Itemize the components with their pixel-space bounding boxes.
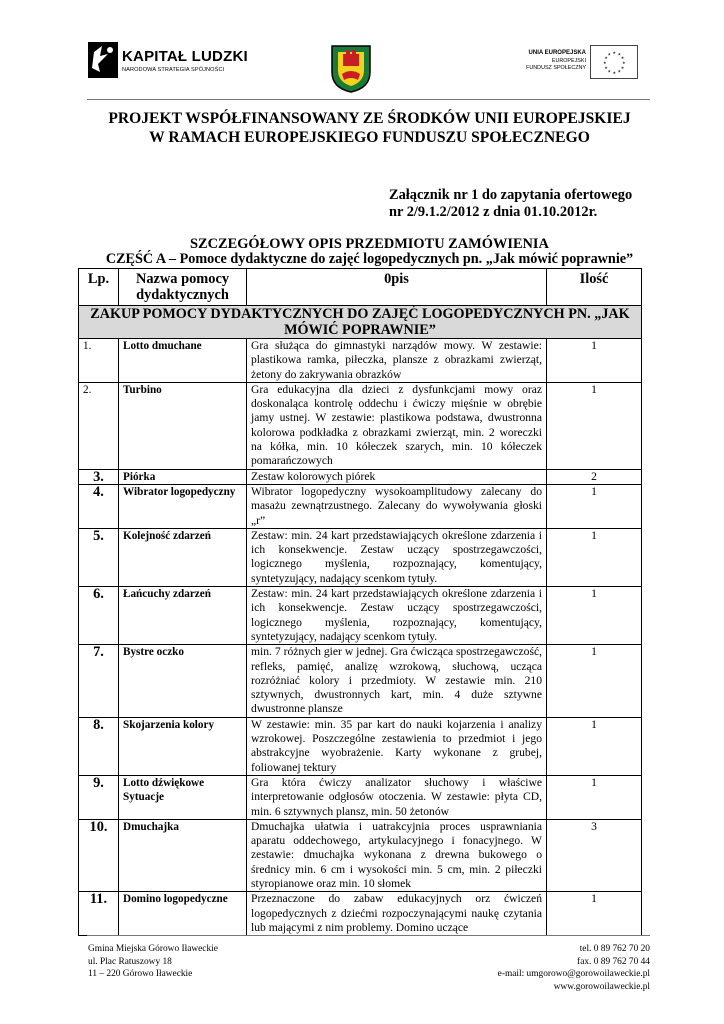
item-quantity: 1 [547,528,642,586]
svg-text:★: ★ [617,68,622,74]
item-name: Piórka [119,469,247,484]
item-quantity: 1 [547,645,642,717]
spec-title: SZCZEGÓŁOWY OPIS PRZEDMIOTU ZAMÓWIENIA [190,236,549,252]
eu-title: UNIA EUROPEJSKA [528,50,586,56]
item-quantity: 3 [547,819,642,891]
section-title: ZAKUP POMOCY DYDAKTYCZNYCH DO ZAJĘĆ LOGOPEDYCZNYCH PN. „JAK MÓWIĆ POPRAWNIE” [79,306,642,339]
item-name: Wibrator logopedyczny [119,484,247,528]
table-row [79,339,642,383]
item-name: Bystre oczko [119,645,247,717]
item-description: Wibrator logopedyczny wysokoamplitudowy zalecany do masażu zewnątrzustnego. Zalecany do wywoływania głoski „r” [247,484,547,528]
item-quantity: 1 [547,717,642,775]
items-table [78,268,642,936]
item-description: Dmuchajka ułatwia i uatrakcyjnia proces usprawniania aparatu oddechowego, artykulacyjnego i fonacyjnego. W zestawie: dmuchajka wykonana z drewna bukowego o średnicy min. 6 cm i wysokości min. 5 cm, min. 2 piłeczki styropianowe oraz min. 10 słomek [247,819,547,891]
annex-reference [389,187,649,221]
svg-text:★: ★ [603,60,607,65]
item-quantity: 2 [547,469,642,484]
footer-street: ul. Plac Ratuszowy 18 [88,956,172,967]
footer-contact [400,943,650,993]
row-number: 7. [79,645,119,717]
table-row [79,484,642,528]
item-name: Łańcuchy zdarzeń [119,587,247,645]
kl-title: KAPITAŁ LUDZKI [122,48,248,65]
header-description: 0pis [247,269,547,306]
item-description: Gra edukacyjna dla dzieci z dysfunkcjami mowy oraz doskonaląca kontrolę oddechu i ćwiczy mięśnie w obrębie jamy ustnej. W zestawie: plastikowa podstawa, dwustronna kolorowa podkładka z obrazkami zwierząt, min. 2 woreczki na kółka, min. 10 kółeczek szarych, min. 10 kółeczek pomarańczowych [247,382,547,469]
row-number: 5. [79,528,119,586]
svg-text:★: ★ [620,65,625,70]
svg-text:★: ★ [622,60,626,65]
footer-address [88,943,218,981]
item-name: Turbino [119,382,247,469]
table-row [79,892,642,936]
header-divider [87,99,650,100]
svg-text:★: ★ [604,65,608,70]
item-description: Zestaw: min. 24 kart przedstawiających określone zdarzenia i ich konsekwencje. Zestaw uczący spostrzegawczości, logicznego myślenia, rozpoznający, komentujący, syntetyzujący, nadający scenkom tytuły. [247,587,547,645]
footer-divider [87,935,650,936]
svg-text:★: ★ [620,55,625,60]
header-quantity: Ilość [547,269,642,306]
row-number: 9. [79,775,119,819]
header-lp: Lp. [79,269,119,306]
item-quantity: 1 [547,484,642,528]
item-name: Lotto dmuchane [119,339,247,383]
item-quantity: 1 [547,587,642,645]
item-name: Dmuchajka [119,819,247,891]
row-number: 1. [79,339,119,383]
item-quantity: 1 [547,775,642,819]
footer-phone: tel. 0 89 762 70 20 [579,944,650,954]
item-quantity: 1 [547,892,642,936]
table-row [79,775,642,819]
footer-email: e-mail: umgorowo@gorowoilaweckie.pl [497,969,650,979]
row-number: 6. [79,587,119,645]
item-quantity: 1 [547,382,642,469]
table-row [79,645,642,717]
footer-city: 11 – 220 Górowo Iławeckie [88,969,193,979]
svg-text:★: ★ [612,70,617,75]
item-name: Kolejność zdarzeń [119,528,247,586]
row-number: 8. [79,717,119,775]
row-number: 4. [79,484,119,528]
kl-subtitle: NARODOWA STRATEGIA SPÓJNOŚCI [122,67,225,73]
table-row [79,528,642,586]
table-row [79,717,642,775]
header-name: Nazwa pomocy dydaktycznych [119,269,247,306]
project-title-line1: PROJEKT WSPÓŁFINANSOWANY ZE ŚRODKÓW UNII EUROPEJSKIEJ [108,110,631,127]
project-title [88,109,651,147]
item-name: Domino logopedyczne [119,892,247,936]
svg-text:★: ★ [612,50,617,55]
table-row [79,819,642,891]
item-name: Skojarzenia kolory [119,717,247,775]
item-description: Gra służąca do gimnastyki narządów mowy. W zestawie: plastikowa ramka, piłeczka, plansze z obrazkami zwierząt, żetony do zakrywania obrazków [247,339,547,383]
project-title-line2: W RAMACH EUROPEJSKIEGO FUNDUSZU SPOŁECZNEGO [149,129,590,146]
town-crest-icon [330,44,372,94]
footer-org-name: Gmina Miejska Górowo Iławeckie [88,944,218,954]
section-row [79,306,642,339]
annex-line2: nr 2/9.1.2/2012 z dnia 01.10.2012r. [389,204,598,220]
part-title: CZĘŚĆ A – Pomoce dydaktyczne do zajęć logopedycznych pn. „Jak mówić poprawnie” [105,251,634,267]
item-name: Lotto dźwiękowe Sytuacje [119,775,247,819]
footer-fax: fax. 0 89 762 70 44 [577,956,650,967]
row-number: 10. [79,819,119,891]
svg-text:★: ★ [607,68,612,74]
item-description: Gra która ćwiczy analizator słuchowy i właściwe interpretowanie odgłosów otoczenia. W zestawie: płyta CD, min. 6 sztywnych plansz, min. 50 żetonów [247,775,547,819]
item-quantity: 1 [547,339,642,383]
row-number: 3. [79,469,119,484]
table-row [79,587,642,645]
table-row [79,469,642,484]
eu-flag-icon [590,45,638,79]
item-description: Przeznaczone do zabaw edukacyjnych orz ćwiczeń logopedycznych z dziećmi rozpoczynającymi naukę czytania lub mającymi z nim problemy. Domino uczące [247,892,547,936]
row-number: 11. [79,892,119,936]
row-number: 2. [79,382,119,469]
svg-text:★: ★ [617,51,622,57]
eu-subtitle-line2: FUNDUSZ SPOŁECZNY [526,65,586,71]
item-description: Zestaw: min. 24 kart przedstawiających określone zdarzenia i ich konsekwencje. Zestaw uczący spostrzegawczości, logicznego myślenia, rozpoznający, komentujący, syntetyzujący, nadający scenkom tytuły. [247,528,547,586]
item-description: W zestawie: min. 35 par kart do nauki kojarzenia i analizy wzrokowej. Poszczególne zestawienia to przedmiot i jego abstrakcyjne wyobrażenie. Karty wykonane z grubej, foliowanej tektury [247,717,547,775]
annex-line1: Załącznik nr 1 do zapytania ofertowego [389,187,633,203]
kapital-ludzki-logo [88,42,268,82]
item-description: Zestaw kolorowych piórek [247,469,547,484]
table-header-row [79,269,642,306]
svg-text:★: ★ [607,51,612,57]
eu-logo [520,45,638,79]
item-description: min. 7 różnych gier w jednej. Gra ćwicząca spostrzegawczość, refleks, pamięć, analizę wzrokową, słuchową, ucząca rozróżniać kolory i przedmioty. W zestawie min. 210 sztywnych, dwustronnych kart, min. 4 duże sztywne dwustronne plansze [247,645,547,717]
footer-website: www.gorowoilaweckie.pl [553,981,650,992]
svg-text:★: ★ [604,55,608,60]
kapital-ludzki-mark-icon [88,42,118,78]
table-row [79,382,642,469]
eu-subtitle-line1: EUROPEJSKI [551,58,586,64]
